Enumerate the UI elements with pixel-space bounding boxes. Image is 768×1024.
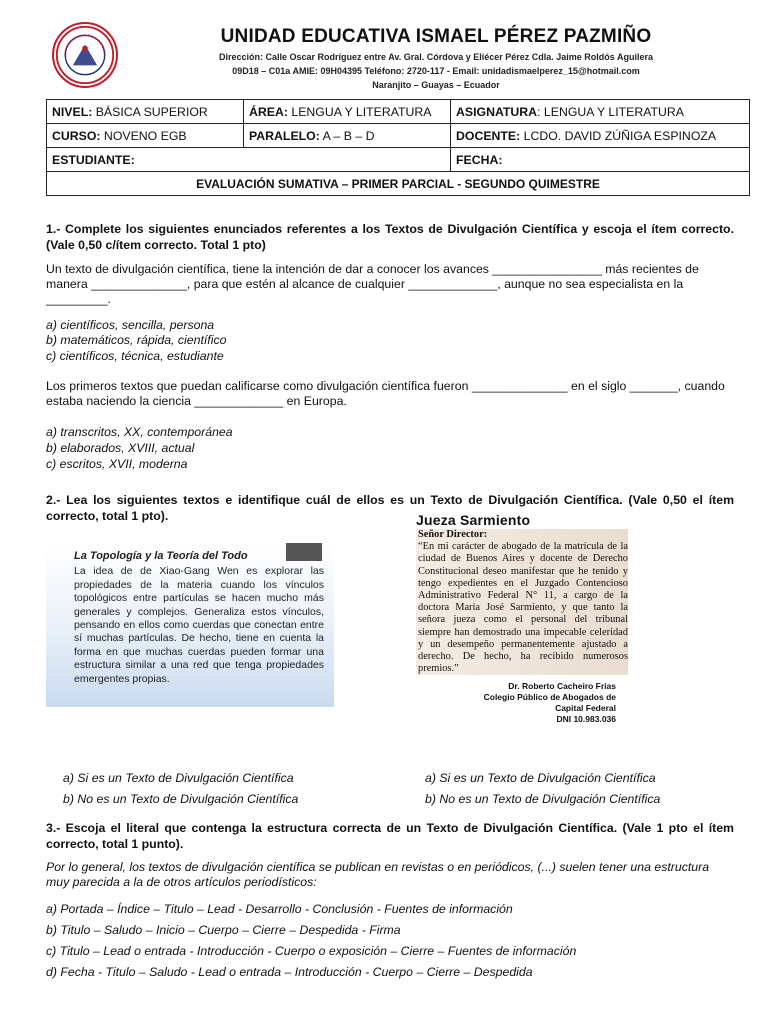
letter-body-box	[416, 529, 628, 675]
question-2-right-option-a[interactable]: a) Si es un Texto de Divulgación Científica	[425, 771, 656, 785]
topology-text-card	[46, 543, 334, 707]
question-2-left-option-a[interactable]: a) Si es un Texto de Divulgación Científica	[63, 771, 294, 785]
question-1-option-a[interactable]: a) científicos, sencilla, persona	[46, 318, 215, 332]
nivel-cell: NIVEL: BÁSICA SUPERIOR	[47, 100, 244, 124]
letter-clipping	[416, 512, 630, 725]
curso-cell: CURSO: NOVENO EGB	[47, 124, 244, 148]
paralelo-cell: PARALELO: A – B – D	[244, 124, 451, 148]
question-2-heading: 2.- Lea los siguientes textos e identifique cuál de ellos es un Texto de Divulgación Científica. (Vale 0,50 el ítem correcto, total 1 pto).	[46, 493, 734, 523]
estudiante-field[interactable]: ESTUDIANTE:	[47, 148, 451, 172]
school-name: UNIDAD EDUCATIVA ISMAEL PÉREZ PAZMIÑO	[220, 26, 652, 47]
address-line-1: Dirección: Calle Oscar Rodríguez entre Av. Gral. Córdova y Eliécer Pérez Cdla. Jaime Roldós Aguilera	[219, 52, 653, 62]
question-1-sentence-1: Un texto de divulgación científica, tiene la intención de dar a conocer los avances ________________ más recientes de manera ______________, para que estén al alcance de cualquier _____________, aunque no sea especialista en la _________.	[46, 262, 699, 306]
fecha-field[interactable]: FECHA:	[451, 148, 750, 172]
question-3-heading: 3.- Escoja el literal que contenga la estructura correcta de un Texto de Divulgación Científica. (Vale 1 pto el ítem correcto, total 1 punto).	[46, 821, 734, 851]
question-2-right-option-b[interactable]: b) No es un Texto de Divulgación Científica	[425, 792, 661, 806]
exam-title: EVALUACIÓN SUMATIVA – PRIMER PARCIAL - SEGUNDO QUIMESTRE	[47, 172, 750, 196]
address-line-2: 09D18 – C01a AMIE: 09H04395 Teléfono: 2720-117 - Email: unidadismaelperez_15@hotmail.com	[232, 66, 640, 76]
area-cell: ÁREA: LENGUA Y LITERATURA	[244, 100, 451, 124]
letter-body: “En mi carácter de abogado de la matrícula de la ciudad de Buenos Aires y docente de Derecho Constitucional deseo manifestar que he tenido y tengo expedientes en el Juzgado Contencioso Administrativo Federal N° 11, a cargo de la doctora María José Sarmiento, y que tanto la señora jueza como el personal del tribunal siempre han demostrado una impecable celeridad y un desempeño permanentemente ajustado a derecho. De hecho, ha recibido numerosos premios.”	[418, 541, 628, 675]
student-info-table	[46, 99, 750, 196]
letter-greeting: Señor Director:	[418, 529, 488, 540]
question-3-option-d[interactable]: d) Fecha - Titulo – Saludo - Lead o entrada – Introducción - Cuerpo – Cierre – Despedida	[46, 965, 533, 979]
question-2-left-option-b[interactable]: b) No es un Texto de Divulgación Científica	[63, 792, 299, 806]
question-3-intro: Por lo general, los textos de divulgación científica se publican en revistas o en periódicos, (...) suelen tener una estructura muy parecida a la de otros artículos periodísticos:	[46, 860, 710, 889]
topology-text-body: La idea de de Xiao-Gang Wen es explorar las propiedades de la materia cuando los vínculos topológicos entre partículas se hacen mucho más generales y complejos. Generaliza estos vínculos, pensando en ellos como cuerdas que conectan entre sí muchas partículas. De hecho, tiene en cuenta la forma en que muchas cuerdas pueden formar una estructura similar a una red que tenga propiedades emergentes propias.	[74, 565, 324, 685]
school-crest-icon	[52, 22, 118, 88]
question-1-option-a-2[interactable]: a) transcritos, XX, contemporánea	[46, 425, 233, 439]
question-1-option-c-2[interactable]: c) escritos, XVII, moderna	[46, 457, 188, 471]
docente-cell: DOCENTE: LCDO. DAVID ZÚÑIGA ESPINOZA	[451, 124, 750, 148]
letter-title: Jueza Sarmiento	[416, 512, 531, 528]
question-1-sentence-2: Los primeros textos que puedan calificarse como divulgación científica fueron ______________ en el siglo _______, cuando estaba naciendo la ciencia _____________ en Europa.	[46, 379, 725, 408]
question-1-heading: 1.- Complete los siguientes enunciados referentes a los Textos de Divulgación Científica y escoja el ítem correcto. (Vale 0,50 c/ítem correcto. Total 1 pto)	[46, 222, 734, 252]
question-3-option-c[interactable]: c) Titulo – Lead o entrada - Introducción - Cuerpo o exposición – Cierre – Fuentes de información	[46, 944, 577, 958]
question-1-option-c[interactable]: c) científicos, técnica, estudiante	[46, 349, 224, 363]
question-1-option-b-2[interactable]: b) elaborados, XVIII, actual	[46, 441, 195, 455]
question-3-option-a[interactable]: a) Portada – Índice – Titulo – Lead - Desarrollo - Conclusión - Fuentes de información	[46, 902, 513, 916]
asignatura-cell: ASIGNATURA: LENGUA Y LITERATURA	[451, 100, 750, 124]
question-1-option-b[interactable]: b) matemáticos, rápida, científico	[46, 333, 227, 347]
address-line-3: Naranjito – Guayas – Ecuador	[372, 80, 500, 90]
author-photo	[286, 543, 322, 561]
question-3-option-b[interactable]: b) Titulo – Saludo – Inicio – Cuerpo – Cierre – Despedida - Firma	[46, 923, 401, 937]
letter-signature: Dr. Roberto Cacheiro Frías Colegio Público de Abogados de Capital Federal DNI 10.983.036	[483, 681, 616, 725]
topology-text-title: La Topología y la Teoría del Todo	[74, 550, 248, 562]
